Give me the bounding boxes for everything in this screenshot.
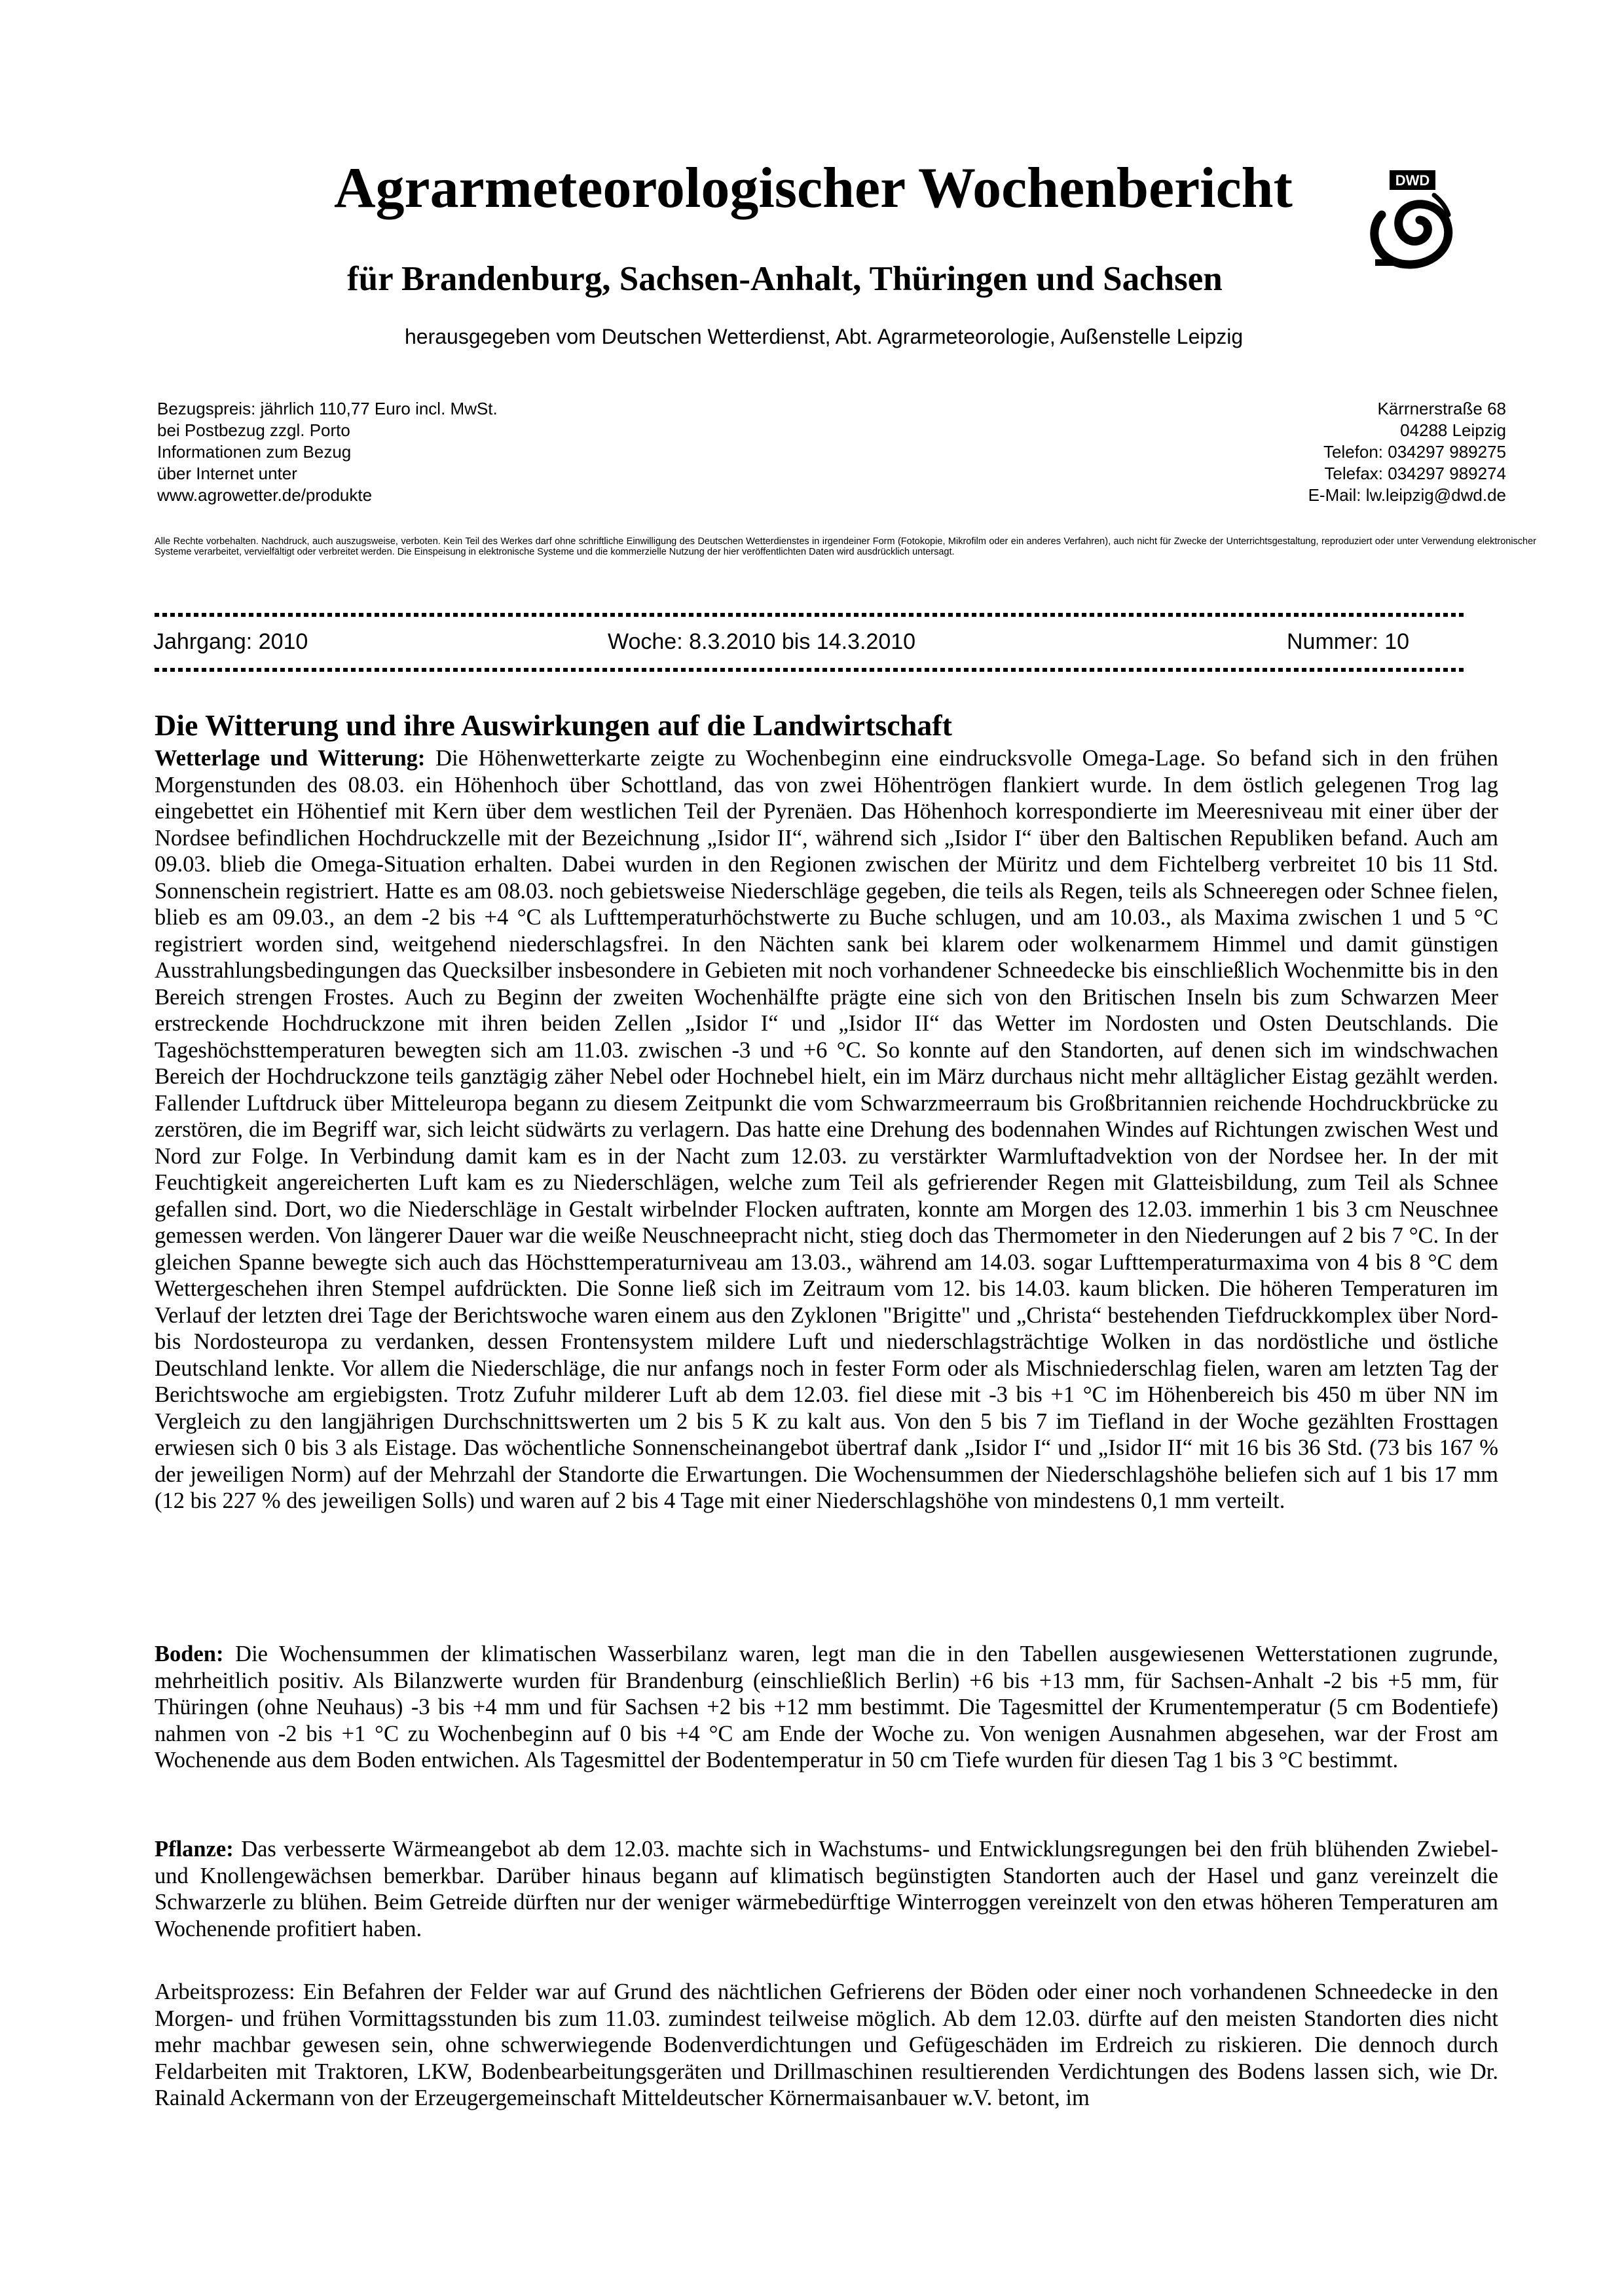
paragraph-soil	[155, 1641, 1498, 1774]
issue-number: Nummer: 10	[1287, 629, 1410, 654]
info-line: Informationen zum Bezug	[157, 442, 352, 462]
info-line: Bezugspreis: jährlich 110,77 Euro incl. MwSt.	[157, 399, 498, 418]
paragraph-text: Die Höhenwetterkarte zeigte zu Wochenbeginn eine eindrucksvolle Omega-Lage. So befand sich in den frühen Morgenstunden des 08.03. ein Höhenhoch über Schottland, das von zwei Höhentrögen flankiert wurde. In dem östlich gelegenen Trog lag eingebettet ein Höhentief mit Kern über dem westlichen Teil der Pyrenäen. Das Höhenhoch korrespondierte im Meeresniveau mit einer über der Nordsee befindlichen Hochdruckzelle mit der Bezeichnung „Isidor II“, während sich „Isidor I“ über den Baltischen Republiken befand. Auch am 09.03. blieb die Omega-Situation erhalten. Dabei wurden in den Regionen zwischen der Müritz und dem Fichtelberg verbreitet 10 bis 11 Std. Sonnenschein registriert. Hatte es am 08.03. noch gebietsweise Niederschläge gegeben, die teils als Regen, teils als Schneeregen oder Schnee fielen, blieb es am 09.03., an dem -2 bis +4 °C als Lufttemperaturhöchstwerte zu Buche schlugen, und am 10.03., als Maxima zwischen 1 und 5 °C registriert worden sind, weitgehend niederschlagsfrei. In den Nächten sank bei klarem oder wolkenarmem Himmel und damit günstigen Ausstrahlungsbedingungen das Quecksilber insbesondere in Gebieten mit noch vorhandener Schneedecke bis einschließlich Wochenmitte bis in den Bereich strengen Frostes. Auch zu Beginn der zweiten Wochenhälfte prägte eine sich von den Britischen Inseln bis zum Schwarzen Meer erstreckende Hochdruckzone mit ihren beiden Zellen „Isidor I“ und „Isidor II“ das Wetter im Nordosten und Osten Deutschlands. Die Tageshöchsttemperaturen bewegten sich am 11.03. zwischen -3 und +6 °C. So konnte auf den Standorten, auf denen sich im windschwachen Bereich der Hochdruckzone teils ganztägig zäher Nebel oder Hochnebel hielt, ein im März durchaus nicht mehr alltäglicher Eistag gezählt werden. Fallender Luftdruck über Mitteleuropa begann zu diesem Zeitpunkt die vom Schwarzmeerraum bis Großbritannien reichende Hochdruckbrücke zu zerstören, die im Begriff war, sich leicht südwärts zu verlagern. Das hatte eine Drehung des bodennahen Windes auf Richtungen zwischen West und Nord zur Folge. In Verbindung damit kam es in der Nacht zum 12.03. zu verstärkter Warmluftadvektion von der Nordsee her. In der mit Feuchtigkeit angereicherten Luft kam es zu Niederschlägen, welche zum Teil als gefrierender Regen mit Glatteisbildung, zum Teil als Schnee gefallen sind. Dort, wo die Niederschläge in Gestalt wirbelnder Flocken auftraten, konnte am Morgen des 12.03. immerhin 1 bis 3 cm Neuschnee gemessen werden. Von längerer Dauer war die weiße Neuschneepracht nicht, stieg doch das Thermometer in den Niederungen auf 2 bis 7 °C. In der gleichen Spanne bewegte sich auch das Höchsttemperaturniveau am 13.03., während am 14.03. sogar Lufttemperaturmaxima von 4 bis 8 °C dem Wettergeschehen ihren Stempel aufdrückten. Die Sonne ließ sich im Zeitraum vom 12. bis 14.03. kaum blicken. Die höheren Temperaturen im Verlauf der letzten drei Tage der Berichtswoche waren einem aus den Zyklonen "Brigitte" und „Christa“ bestehenden Tiefdruckkomplex über Nord- bis Nordosteuropa zu verdanken, dessen Frontensystem mildere Luft und niederschlagsträchtige Wolken in das nordöstliche und östliche Deutschland lenkte. Vor allem die Niederschläge, die nur anfangs noch in fester Form oder als Mischniederschlag fielen, waren am letzten Tag der Berichtswoche am ergiebigsten. Trotz Zufuhr milderer Luft ab dem 12.03. fiel diese mit -3 bis +1 °C im Höhenbereich bis 450 m über NN im Vergleich zu den langjährigen Durchschnittswerten um 2 bis 5 K zu kalt aus. Von den 5 bis 7 im Tiefland in der Woche gezählten Frosttagen erwiesen sich 0 bis 3 als Eistage. Das wöchentliche Sonnenscheinangebot übertraf dank „Isidor I“ und „Isidor II“ mit 16 bis 36 Std. (73 bis 167 % der jeweiligen Norm) auf der Mehrzahl der Standorte die Erwartungen. Die Wochensummen der Niederschlagshöhe beliefen sich auf 1 bis 17 mm (12 bis 227 % des jeweiligen Solls) und waren auf 2 bis 4 Tage mit einer Niederschlagshöhe von mindestens 0,1 mm verteilt.	[155, 746, 1498, 1513]
paragraph-work	[155, 1979, 1498, 2112]
contact-email[interactable]: E-Mail: lw.leipzig@dwd.de	[1308, 485, 1506, 505]
paragraph-text: Arbeitsprozess: Ein Befahren der Felder war auf Grund des nächtlichen Gefrierens der Böden oder einer noch vorhandenen Schneedecke in den Morgen- und frühen Vormittagsstunden bis zum 11.03. zumindest teilweise möglich. Ab dem 12.03. dürfte auf den meisten Standorten dies nicht mehr machbar gewesen sein, ohne schwerwiegende Bodenverdichtungen und Gefügeschäden im Erdreich zu riskieren. Die dennoch durch Feldarbeiten mit Traktoren, LKW, Bodenbearbeitungsgeräten und Drillmaschinen resultierenden Verdichtungen des Bodens lassen sich, wie Dr. Rainald Ackermann von der Erzeugergemeinschaft Mitteldeutscher Körnermaisanbauer w.V. betont, im	[155, 1979, 1498, 2110]
contact-city: 04288 Leipzig	[1400, 420, 1506, 440]
contact-fax: Telefax: 034297 989274	[1324, 464, 1506, 483]
paragraph-label: Wetterlage und Witterung:	[155, 746, 426, 771]
dashed-divider	[155, 668, 1464, 672]
contact-phone: Telefon: 034297 989275	[1323, 442, 1506, 462]
volume-year: Jahrgang: 2010	[153, 629, 308, 654]
contact-info	[1022, 398, 1506, 506]
dwd-logo-text: DWD	[1395, 172, 1430, 189]
copyright-notice: Alle Rechte vorbehalten. Nachdruck, auch auszugsweise, verboten. Kein Teil des Werkes darf ohne schriftliche Einwilligung des Deutschen Wetterdienstes in irgendeiner Form (Fotokopie, Mikrofilm oder ein anderes Verfahren), auch nicht für Zwecke der Unterrichtsgestaltung, reproduziert oder unter Verwendung elektronischer Systeme verarbeitet, vervielfältigt oder verbreitet werden. Die Einspeisung in elektronische Systeme und die kommerzielle Nutzung der hier veröffentlichten Daten wird ausdrücklich untersagt.	[155, 536, 1536, 557]
paragraph-plant	[155, 1836, 1498, 1942]
report-subtitle: für Brandenburg, Sachsen-Anhalt, Thüringen und Sachsen	[347, 260, 1223, 298]
website-link[interactable]: www.agrowetter.de/produkte	[157, 485, 373, 505]
subscription-info	[157, 398, 747, 506]
publisher-line: herausgegeben vom Deutschen Wetterdienst, Abt. Agrarmeteorologie, Außenstelle Leipzig	[405, 325, 1244, 348]
report-title: Agrarmeteorologischer Wochenbericht	[334, 156, 1293, 220]
paragraph-text: Das verbesserte Wärmeangebot ab dem 12.03. machte sich in Wachstums- und Entwicklungsregungen bei den früh blühenden Zwiebel- und Knollengewächsen bemerkbar. Darüber hinaus begann auf klimatisch begünstigten Standorten auch der Hasel und ganz vereinzelt die Schwarzerle zu blühen. Beim Getreide dürften nur der weniger wärmebedürftige Winterroggen vereinzelt von den etwas höheren Temperaturen am Wochenende profitiert haben.	[155, 1837, 1498, 1941]
paragraph-weather	[155, 745, 1498, 1515]
info-line: bei Postbezug zzgl. Porto	[157, 420, 350, 440]
info-line: über Internet unter	[157, 464, 297, 483]
dwd-logo	[1356, 169, 1460, 274]
paragraph-label: Pflanze:	[155, 1837, 234, 1862]
dashed-divider	[155, 613, 1464, 617]
paragraph-text: Die Wochensummen der klimatischen Wasserbilanz waren, legt man die in den Tabellen ausgewiesenen Wetterstationen zugrunde, mehrheitlich positiv. Als Bilanzwerte wurden für Brandenburg (einschließlich Berlin) +6 bis +13 mm, für Sachsen-Anhalt -2 bis +5 mm, für Thüringen (ohne Neuhaus) -3 bis +4 mm und für Sachsen +2 bis +12 mm bestimmt. Die Tagesmittel der Krumentemperatur (5 cm Bodentiefe) nahmen von -2 bis +1 °C zu Wochenbeginn auf 0 bis +4 °C am Ende der Woche zu. Von wenigen Ausnahmen abgesehen, war der Frost am Wochenende aus dem Boden entwichen. Als Tagesmittel der Bodentemperatur in 50 cm Tiefe wurden für diesen Tag 1 bis 3 °C bestimmt.	[155, 1642, 1498, 1772]
section-title: Die Witterung und ihre Auswirkungen auf die Landwirtschaft	[155, 708, 952, 742]
contact-street: Kärrnerstraße 68	[1377, 399, 1506, 418]
week-range: Woche: 8.3.2010 bis 14.3.2010	[608, 629, 916, 654]
dwd-logo-icon	[1356, 169, 1460, 274]
paragraph-label: Boden:	[155, 1642, 224, 1666]
